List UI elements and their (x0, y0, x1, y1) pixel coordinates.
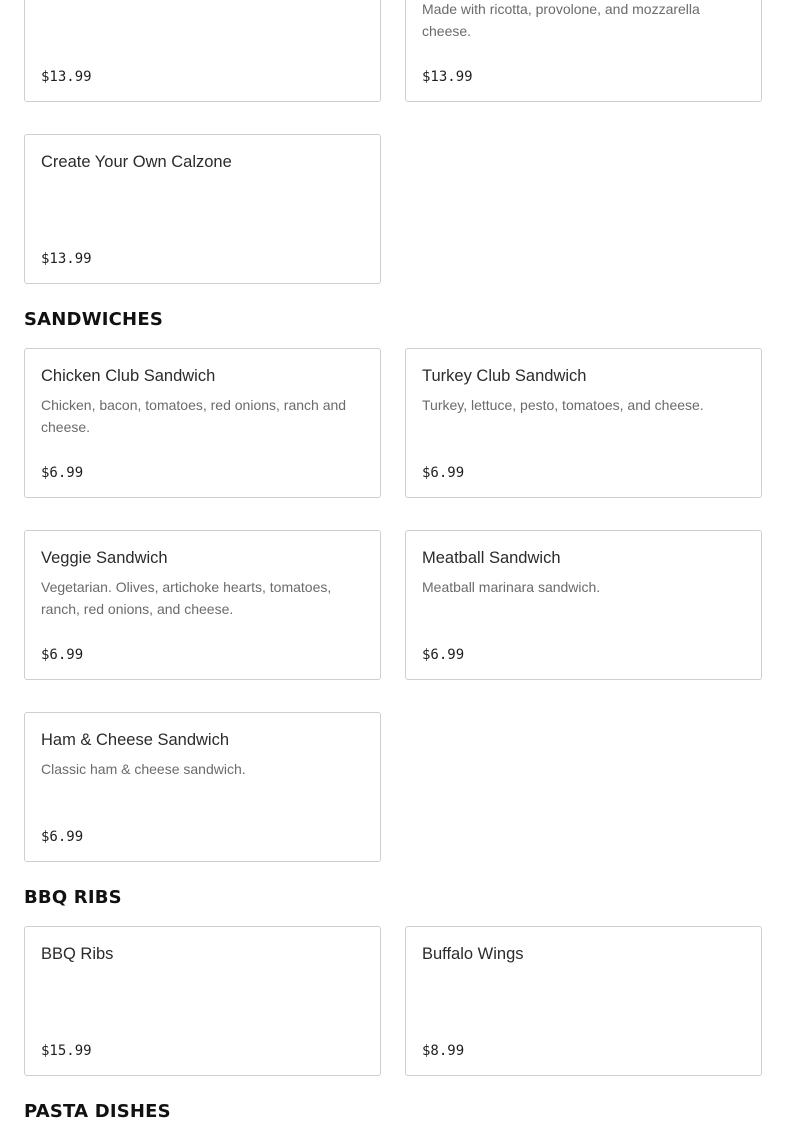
menu-item-card[interactable] (24, 134, 381, 284)
menu-item-price: $15.99 (41, 1043, 92, 1059)
menu-item-card[interactable] (405, 530, 762, 680)
menu-item-name: Veggie Sandwich (41, 549, 168, 567)
menu-item-price: $6.99 (41, 465, 84, 481)
menu-item-name: Turkey Club Sandwich (422, 367, 587, 385)
menu-item-description: Made with ricotta, provolone, and mozzarella cheese. (422, 1, 700, 39)
menu-item-price: $6.99 (41, 647, 84, 663)
menu-item-description: Turkey, lettuce, pesto, tomatoes, and cheese. (422, 397, 704, 413)
menu-item-description: Classic ham & cheese sandwich. (41, 761, 246, 777)
menu-item-name: Create Your Own Calzone (41, 153, 232, 171)
menu-item-card[interactable] (24, 926, 381, 1076)
menu-item-name: Ham & Cheese Sandwich (41, 731, 230, 749)
section-title-pasta-dishes: PASTA DISHES (24, 1101, 171, 1122)
menu-item-price: $6.99 (422, 647, 465, 663)
menu-item-card[interactable] (24, 348, 381, 498)
menu-item-name: BBQ Ribs (41, 945, 114, 963)
menu-item-card[interactable] (24, 530, 381, 680)
menu-item-price: $8.99 (422, 1043, 465, 1059)
menu-item-price: $13.99 (41, 251, 92, 267)
menu-item-price: $6.99 (41, 829, 84, 845)
menu-item-description: Vegetarian. Olives, artichoke hearts, tomatoes, ranch, red onions, and cheese. (41, 579, 332, 617)
menu-item-price: $13.99 (41, 69, 92, 85)
menu-item-card[interactable] (405, 348, 762, 498)
menu-item-price: $13.99 (422, 69, 473, 85)
menu-item-name: Chicken Club Sandwich (41, 367, 216, 385)
menu-item-card[interactable] (405, 926, 762, 1076)
menu-item-name: Meatball Sandwich (422, 549, 561, 567)
menu-item-card[interactable] (24, 712, 381, 862)
menu-item-card[interactable] (405, 0, 762, 102)
menu-item-description: Chicken, bacon, tomatoes, red onions, ranch and cheese. (41, 397, 347, 435)
section-title-bbq-ribs: BBQ RIBS (24, 887, 122, 908)
menu-item-card[interactable] (24, 0, 381, 102)
menu-item-name: Buffalo Wings (422, 945, 524, 963)
menu-item-price: $6.99 (422, 465, 465, 481)
menu-item-description: Meatball marinara sandwich. (422, 579, 601, 595)
section-title-sandwiches: SANDWICHES (24, 309, 163, 330)
